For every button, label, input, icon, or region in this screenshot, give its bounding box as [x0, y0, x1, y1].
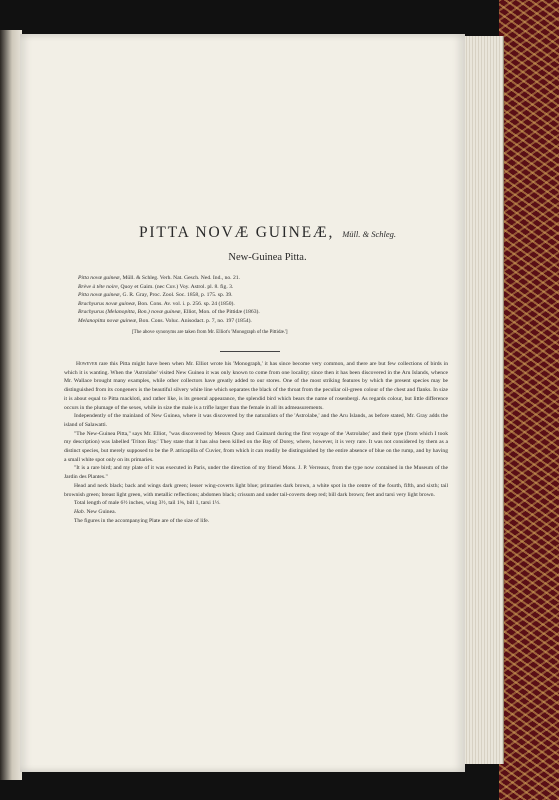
book-binding [499, 0, 559, 800]
synonym-ref: Bon. Cons. Voluc. Anisodact. p. 7, no. 197 (1854). [138, 317, 252, 324]
paragraph-5: Head and neck black; back and wings dark green; lesser wing-coverts light blue; primaries dark brown, a white spot in the centre of the fourth, fifth, and sixth; tail brownish green; breast light green, with metallic reflections; abdomen black; crissum and under tail-coverts deep red; bill dark brown; feet and tarsi very light brown. [64, 482, 448, 498]
synonym-name: Pitta novæ guineæ, [78, 275, 122, 281]
synonym-item [78, 300, 438, 309]
book-page [20, 34, 465, 772]
synonym-item [78, 308, 438, 317]
common-name: New-Guinea Pitta. [228, 252, 307, 263]
synonym-ref: Quoy et Gaim. (nec Cuv.) Voy. Astrol. pl. 8. fig. 3. [120, 283, 234, 290]
paragraph-6: Total length of male 6½ inches, wing 3½, tail 1¾, bill 1, tarsi 1½. [74, 500, 221, 507]
synonym-name: Melanopitta novæ guineæ, [78, 317, 138, 324]
synonym-item [78, 291, 438, 300]
left-page-edge [0, 30, 22, 780]
paragraph-4: "It is a rare bird; and my plate of it was executed in Paris, under the direction of my friend Mons. J. P. Verreaux, from the type now contained in the Museum of the Jardin des Plantes." [64, 465, 448, 481]
synonym-name: Brachyurus novæ guineæ, [78, 300, 137, 307]
paragraph-3: "The New-Guinea Pitta," says Mr. Elliot, "was discovered by Messrs Quoy and Gaimard during the first voyage of the 'Astrolabe;' and their type (from which I took my description) was labelled 'Triton Bay.' They state that it has also been killed on the Bay of Dorey, where, however, it is very rare. It was not considered by them as a distinct species, but merely supposed to be the P. atricapilla of Cuvier, from which it can readily be distinguished by the entire absence of blue on the rump, and by having a small white spot only on its primaries. [64, 430, 448, 463]
paragraph-1 [64, 360, 448, 412]
habitat-text: New Guinea. [86, 508, 116, 515]
synonym-name: Pitta novæ guineæ, [78, 292, 122, 299]
section-divider [220, 351, 280, 352]
synonym-item [78, 283, 438, 292]
synonym-source-note: [The above synonyms are taken from Mr. Elliot's 'Monograph of the Pittidæ.'] [132, 330, 288, 335]
article-body [64, 360, 448, 525]
synonym-ref: Elliot, Mon. of the Pittidæ (1863). [183, 309, 260, 316]
synonym-ref: G. R. Gray, Proc. Zool. Soc. 1858, p. 175. sp. 39. [122, 292, 233, 299]
paragraph-2: Independently of the mainland of New Guinea, where it was discovered by the naturalists of the 'Astrolabe,' and the Aru Islands, as before stated, Mr. Gray adds the island of Salawatti. [64, 413, 448, 428]
synonym-name: Brachyurus (Melanopitta, Bon.) novæ guineæ, [78, 309, 182, 316]
paragraph-lead: However [76, 361, 98, 367]
paragraph-7 [64, 508, 448, 517]
synonym-item [78, 274, 438, 283]
synonym-ref: Bon. Cons. Av. vol. i. p. 256. sp. 24 (1850). [137, 300, 235, 307]
habitat-label: Hab. [74, 508, 86, 515]
species-title: PITTA NOVÆ GUINEÆ, [138, 224, 335, 241]
synonym-ref: Müll. & Schleg. Verh. Nat. Gesch. Ned. Ind., no. 21. [122, 275, 240, 281]
paragraph-8: The figures in the accompanying Plate are of the size of life. [74, 517, 210, 524]
paragraph-text: rare this Pitta might have been when Mr. Elliot wrote his 'Monograph,' it has since become very common, and there are but few collections of birds in which it is wanting. When the 'Astrolabe' visited New Guinea it was only known to come from one locality; since then it has been discovered in the Aru Islands, whence Mr. Wallace brought many examples, while other collectors have greatly added to our stores. One of the most striking features by which the present species may be distinguished from its congeners is the beautiful silvery white line which separates the black of the throat from the peculiar oil-green colour of the chest and flanks. In size it is about equal to Pitta mackloti, and rather like, is its general appearance, the splendid bird which bears the name of rosenbergi. As regards colour, but little difference occurs in the plumage of the sexes, while in size the male is a trifle larger than the female in all its admeasurements. [64, 361, 448, 411]
species-authority: Müll. & Schleg. [342, 229, 397, 239]
synonym-item [78, 317, 438, 326]
synonym-name: Brève à tête noire, [78, 283, 120, 290]
title-row [90, 224, 445, 242]
synonym-list [78, 274, 438, 326]
